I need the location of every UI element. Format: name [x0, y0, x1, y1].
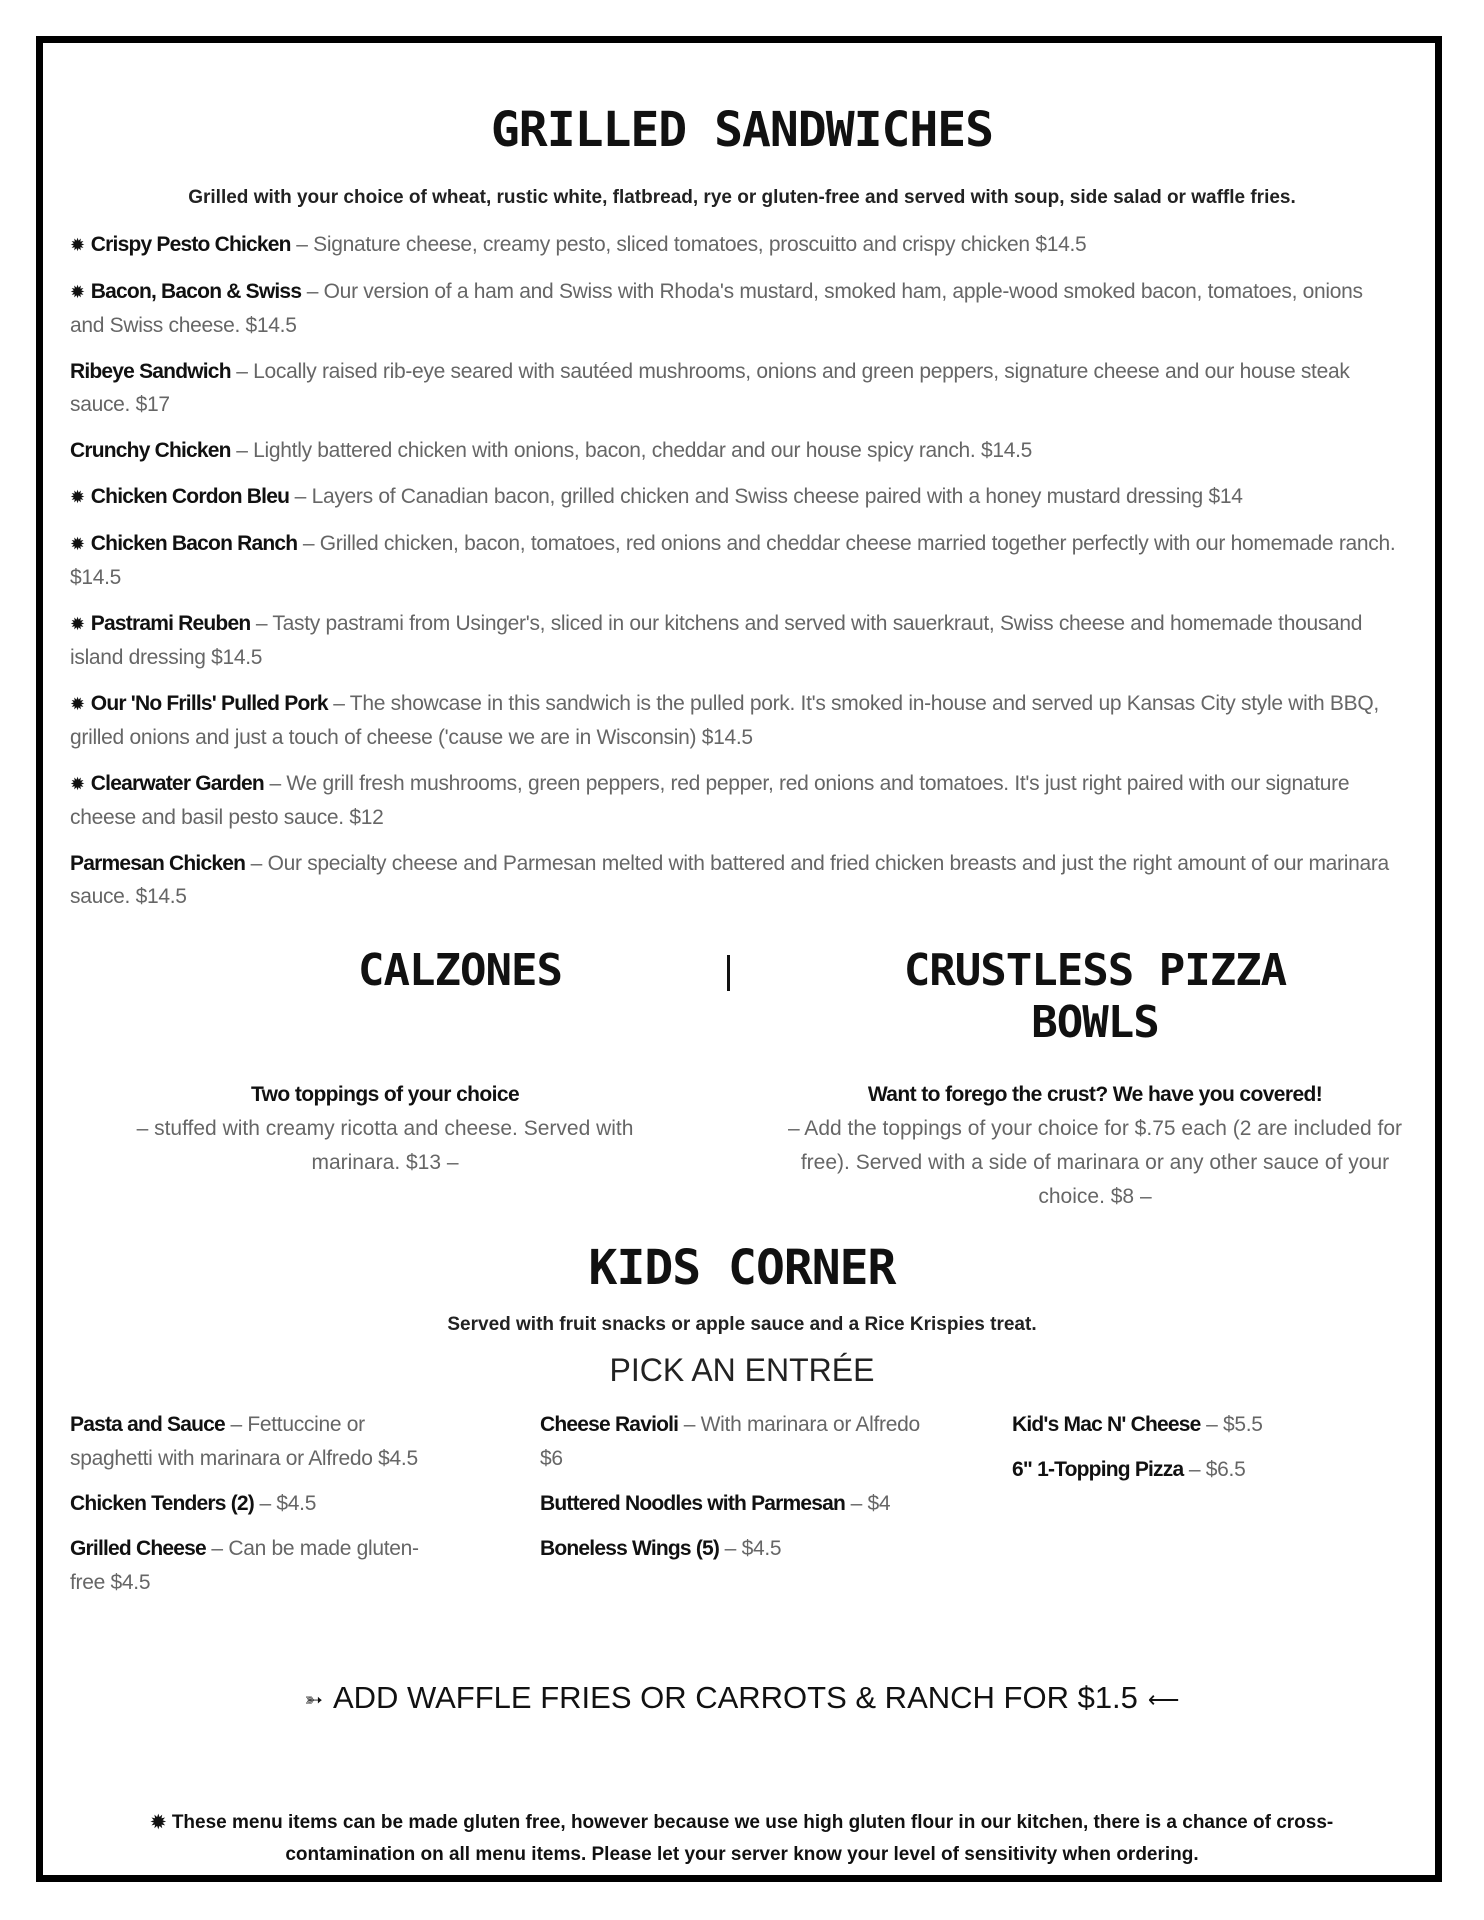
gluten-free-icon: ✹	[70, 534, 85, 554]
item-description: – $4.5	[719, 1537, 782, 1560]
section-divider	[727, 955, 730, 991]
pizza-bowls-description	[780, 1078, 1410, 1214]
item-description: – Tasty pastrami from Usinger's, sliced in our kitchens and served with sauerkraut, Swiss cheese and homemade thousand island dressing $14.5	[70, 612, 1363, 669]
item-name: Chicken Bacon Ranch	[90, 532, 298, 555]
menu-item	[540, 1408, 940, 1476]
item-description: – Our version of a ham and Swiss with Rhoda's mustard, smoked ham, apple-wood smoked bacon, tomatoes, onions and Swiss cheese. $14.5	[70, 280, 1363, 337]
item-description: – Grilled chicken, bacon, tomatoes, red onions and cheddar cheese married together perfectly with our homemade ranch. $14.5	[70, 532, 1396, 589]
item-description: – Our specialty cheese and Parmesan melted with battered and fried chicken breasts and just the right amount of our marinara sauce. $14.5	[70, 852, 1389, 908]
kids-column-2	[540, 1408, 940, 1577]
item-description: – Layers of Canadian bacon, grilled chicken and Swiss cheese paired with a honey mustard dressing $14	[289, 485, 1243, 508]
menu-item	[70, 434, 1400, 467]
item-description: – $4.5	[253, 1492, 317, 1515]
grilled-sandwiches-title: GRILLED SANDWICHES	[490, 102, 994, 158]
grilled-sandwiches-list	[70, 228, 1400, 926]
item-name: Clearwater Garden	[90, 772, 264, 795]
item-name: 6" 1-Topping Pizza	[1012, 1458, 1184, 1481]
item-description: – $6.5	[1183, 1458, 1246, 1481]
menu-item	[70, 767, 1400, 834]
kids-column-3	[1012, 1408, 1412, 1498]
item-name: Kid's Mac N' Cheese	[1012, 1413, 1201, 1436]
item-description: – Fettuccine or spaghetti with marinara or Alfredo $4.5	[70, 1413, 418, 1470]
item-name: Pastrami Reuben	[90, 612, 251, 635]
arrow-right-icon: ➳	[304, 1686, 323, 1712]
item-name: Parmesan Chicken	[70, 852, 246, 875]
gluten-free-icon: ✹	[70, 487, 85, 507]
menu-item	[1012, 1453, 1412, 1487]
menu-item	[70, 355, 1400, 421]
gluten-free-icon: ✹	[70, 235, 85, 255]
kids-corner-intro: Served with fruit snacks or apple sauce and a Rice Krispies treat.	[447, 1314, 1037, 1335]
crustless-pizza-bowls-title	[780, 945, 1410, 1049]
item-name: Cheese Ravioli	[540, 1413, 679, 1436]
item-name: Crunchy Chicken	[70, 439, 231, 462]
item-name: Chicken Tenders (2)	[70, 1492, 254, 1515]
item-description: – Locally raised rib-eye seared with sautéed mushrooms, onions and green peppers, signature cheese and our house steak sauce. $17	[70, 360, 1350, 416]
menu-item	[70, 607, 1400, 674]
pizza-bowls-lead: Want to forego the crust? We have you covered!	[867, 1083, 1323, 1106]
item-description: – Lightly battered chicken with onions, bacon, cheddar and our house spicy ranch. $14.5	[230, 439, 1033, 462]
gluten-free-icon: ✹	[70, 694, 85, 714]
arrow-left-icon: ⟵	[1147, 1686, 1180, 1712]
title-line: BOWLS	[1031, 997, 1159, 1048]
menu-item	[70, 527, 1400, 594]
item-description: – We grill fresh mushrooms, green peppers, red pepper, red onions and tomatoes. It's just right paired with our signature cheese and basil pesto sauce. $12	[70, 772, 1350, 829]
item-name: Ribeye Sandwich	[70, 360, 231, 383]
kids-corner-title: KIDS CORNER	[588, 1240, 896, 1296]
pizza-bowls-details: – Add the toppings of your choice for $.75 each (2 are included for free). Served with a side of marinara or any other sauce of your choice. $8 –	[787, 1117, 1403, 1208]
add-on-text: ADD WAFFLE FRIES OR CARROTS & RANCH FOR $1.5	[332, 1680, 1138, 1715]
gluten-free-footnote	[120, 1806, 1364, 1871]
menu-item	[70, 847, 1400, 913]
menu-item	[1012, 1408, 1412, 1442]
menu-item	[70, 228, 1400, 262]
item-name: Grilled Cheese	[70, 1537, 206, 1560]
item-name: Boneless Wings (5)	[540, 1537, 720, 1560]
item-description: – The showcase in this sandwich is the pulled pork. It's smoked in-house and served up Kansas City style with BBQ, grilled onions and just a touch of cheese ('cause we are in Wisconsin) $14.5	[70, 692, 1379, 749]
gluten-free-icon: ✹	[70, 614, 85, 634]
gluten-free-icon: ✹	[70, 282, 85, 302]
title-line: CRUSTLESS PIZZA	[903, 945, 1287, 996]
item-description: – Can be made gluten-free $4.5	[70, 1537, 419, 1594]
item-description: – Signature cheese, creamy pesto, sliced tomatoes, proscuitto and crispy chicken $14.5	[290, 233, 1087, 256]
item-description: – $4	[845, 1492, 891, 1515]
item-description: – $5.5	[1200, 1413, 1263, 1436]
calzones-details: – stuffed with creamy ricotta and cheese. Served with marinara. $13 –	[136, 1117, 634, 1174]
menu-item	[540, 1532, 940, 1566]
calzones-lead: Two toppings of your choice	[250, 1083, 520, 1106]
item-name: Bacon, Bacon & Swiss	[90, 280, 302, 303]
item-name: Chicken Cordon Bleu	[90, 485, 290, 508]
kids-column-1	[70, 1408, 440, 1611]
gluten-free-icon: ✹	[70, 774, 85, 794]
grilled-sandwiches-intro: Grilled with your choice of wheat, rustic white, flatbread, rye or gluten-free and served with soup, side salad or waffle fries.	[188, 187, 1296, 208]
menu-item	[70, 1408, 440, 1476]
item-name: Our 'No Frills' Pulled Pork	[90, 692, 328, 715]
calzones-description	[105, 1078, 665, 1180]
item-name: Crispy Pesto Chicken	[90, 233, 291, 256]
menu-item	[540, 1487, 940, 1521]
menu-item	[70, 275, 1400, 342]
menu-item	[70, 1487, 440, 1521]
item-name: Buttered Noodles with Parmesan	[540, 1492, 846, 1515]
menu-item	[70, 480, 1400, 514]
item-description: – With marinara or Alfredo $6	[540, 1413, 920, 1470]
menu-item	[70, 687, 1400, 754]
pick-an-entree: PICK AN ENTRÉE	[609, 1352, 875, 1388]
menu-item	[70, 1532, 440, 1600]
add-on-banner	[0, 1680, 1484, 1716]
gluten-free-icon: ✹	[150, 1812, 166, 1832]
calzones-title: CALZONES	[358, 945, 562, 996]
item-name: Pasta and Sauce	[70, 1413, 225, 1436]
footnote-text: These menu items can be made gluten free, however because we use high gluten flour in our kitchen, there is a chance of cross-contamination on all menu items. Please let your server know your level of sensitivity when ordering.	[171, 1812, 1334, 1865]
